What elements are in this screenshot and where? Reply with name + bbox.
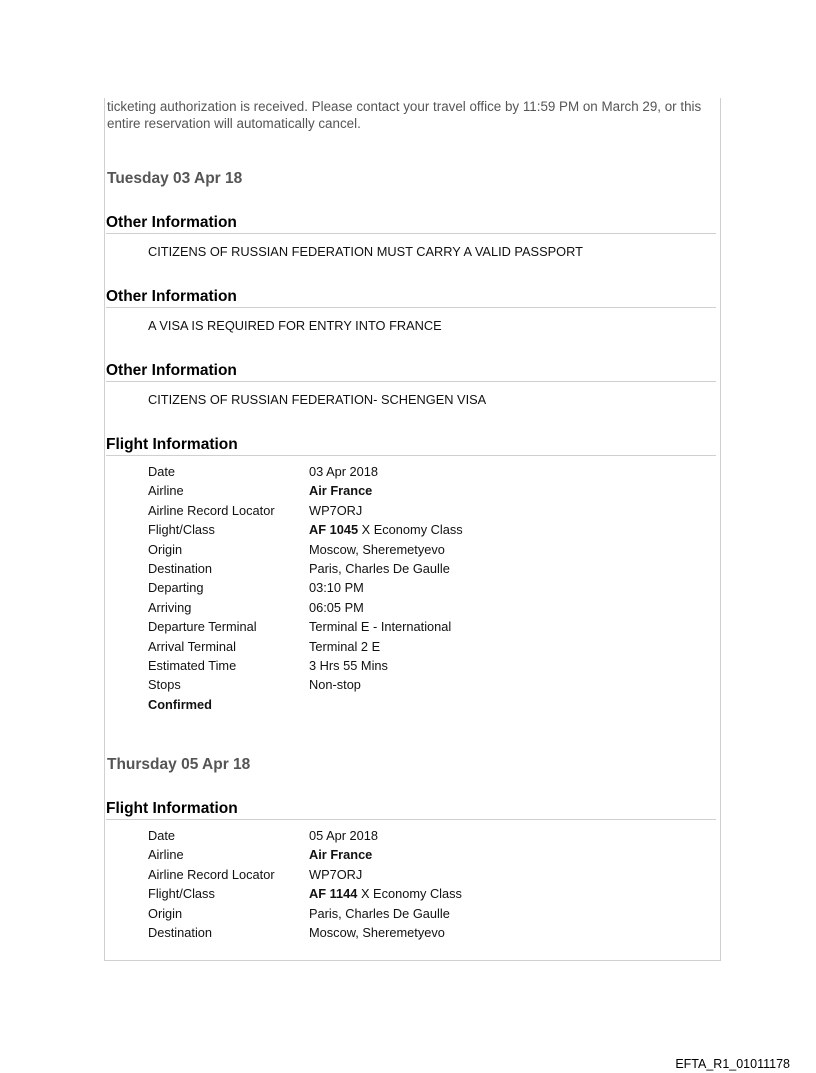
value-flight-class: [309, 886, 462, 901]
value-flight-class: [309, 522, 463, 537]
value-locator: WP7ORJ: [309, 866, 363, 882]
label-departing: Departing: [148, 580, 204, 596]
value-stops: Non-stop: [309, 677, 361, 693]
label-arriving: Arriving: [148, 599, 192, 615]
label-destination: Destination: [148, 560, 213, 576]
value-departure-terminal: Terminal E - International: [309, 619, 452, 635]
value-airline: Air France: [309, 483, 373, 499]
value-arrival-terminal: Terminal 2 E: [309, 638, 381, 654]
label-date: Date: [148, 464, 176, 479]
value-destination: Moscow, Sheremetyevo: [309, 924, 445, 940]
value-airline: Air France: [309, 847, 373, 863]
flight-number: AF 1144: [309, 886, 358, 902]
day-heading-2: Thursday 05 Apr 18: [107, 756, 251, 773]
intro-text: ticketing authorization is received. Please contact your travel office by 11:59 PM on March 29, or this entire reservation will automatically cancel.: [107, 99, 702, 131]
label-airline: Airline: [148, 847, 184, 863]
value-arriving: 06:05 PM: [309, 599, 364, 615]
flight-number: AF 1045: [309, 522, 359, 538]
label-date: Date: [148, 828, 176, 843]
flight-info-heading-1: Flight Information: [106, 436, 716, 456]
label-origin: Origin: [148, 541, 183, 557]
label-arrival-terminal: Arrival Terminal: [148, 638, 236, 654]
value-date: 03 Apr 2018: [309, 464, 379, 479]
label-origin: Origin: [148, 905, 183, 921]
day-heading-1: Tuesday 03 Apr 18: [107, 170, 243, 187]
value-destination: Paris, Charles De Gaulle: [309, 560, 450, 576]
other-info-text-1: CITIZENS OF RUSSIAN FEDERATION MUST CARRY A VALID PASSPORT: [148, 244, 583, 259]
label-destination: Destination: [148, 924, 213, 940]
other-info-heading-2: Other Information: [106, 288, 716, 308]
value-departing: 03:10 PM: [309, 580, 364, 596]
fare-class: X Economy Class: [360, 886, 462, 902]
flight-info-heading-2: Flight Information: [106, 800, 716, 820]
label-flight-class: Flight/Class: [148, 886, 215, 902]
label-airline: Airline: [148, 483, 184, 499]
other-info-text-3: CITIZENS OF RUSSIAN FEDERATION- SCHENGEN VISA: [148, 392, 487, 407]
label-departure-terminal: Departure Terminal: [148, 619, 257, 635]
other-info-heading-3: Other Information: [106, 362, 716, 382]
value-locator: WP7ORJ: [309, 502, 363, 518]
status-confirmed: Confirmed: [148, 696, 212, 712]
label-stops: Stops: [148, 677, 181, 693]
label-locator: Airline Record Locator: [148, 502, 275, 518]
label-locator: Airline Record Locator: [148, 866, 275, 882]
value-origin: Moscow, Sheremetyevo: [309, 541, 445, 557]
document-id: EFTA_R1_01011178: [675, 1057, 790, 1071]
label-flight-class: Flight/Class: [148, 522, 215, 538]
value-estimated-time: 3 Hrs 55 Mins: [309, 657, 388, 673]
fare-class: X Economy Class: [361, 522, 463, 538]
value-origin: Paris, Charles De Gaulle: [309, 905, 450, 921]
value-date: 05 Apr 2018: [309, 828, 379, 843]
other-info-text-2: A VISA IS REQUIRED FOR ENTRY INTO FRANCE: [148, 318, 442, 333]
label-estimated-time: Estimated Time: [148, 657, 237, 673]
other-info-heading-1: Other Information: [106, 214, 716, 234]
